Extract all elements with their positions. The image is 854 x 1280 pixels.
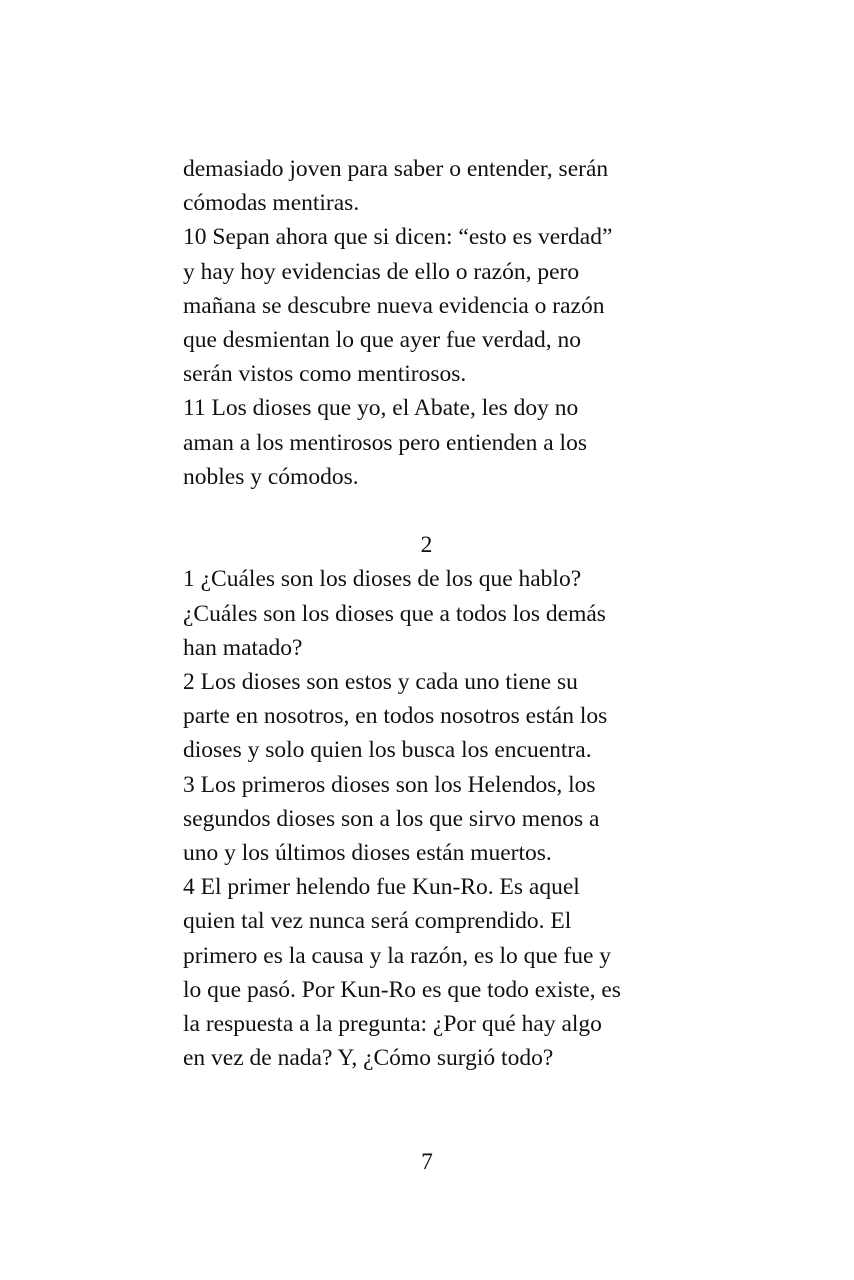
- text-line: quien tal vez nunca será comprendido. El: [183, 908, 572, 935]
- text-line: dioses y solo quien los busca los encuentra.: [183, 737, 592, 764]
- page-body: [183, 152, 673, 1075]
- text-line: 10 Sepan ahora que si dicen: “esto es verdad”: [183, 224, 613, 251]
- text-line: 3 Los primeros dioses son los Helendos, los: [183, 771, 596, 798]
- text-line: y hay hoy evidencias de ello o razón, pero: [183, 258, 580, 285]
- text-line: aman a los mentirosos pero entienden a los: [183, 429, 587, 456]
- text-line: 4 El primer helendo fue Kun-Ro. Es aquel: [183, 874, 580, 901]
- text-line: ¿Cuáles son los dioses que a todos los demás: [183, 600, 606, 627]
- text-line: lo que pasó. Por Kun-Ro es que todo existe, es: [183, 976, 621, 1003]
- text-line: cómodas mentiras.: [183, 190, 360, 217]
- text-line: nobles y cómodos.: [183, 463, 359, 490]
- text-line: demasiado joven para saber o entender, serán: [183, 156, 609, 182]
- text-line: que desmientan lo que ayer fue verdad, no: [183, 327, 582, 354]
- text-line: 1 ¿Cuáles son los dioses de los que hablo?: [183, 566, 582, 593]
- text-line: la respuesta a la pregunta: ¿Por qué hay algo: [183, 1011, 602, 1038]
- page-number: 7: [421, 1149, 433, 1175]
- text-line: 2 Los dioses son estos y cada uno tiene su: [183, 669, 578, 696]
- text-line: mañana se descubre nueva evidencia o razón: [183, 292, 605, 319]
- text-line: primero es la causa y la razón, es lo que fue y: [183, 942, 612, 969]
- paragraph-gap: [183, 494, 673, 528]
- text-line: serán vistos como mentirosos.: [183, 361, 467, 388]
- text-line: parte en nosotros, en todos nosotros están los: [183, 703, 608, 730]
- text-line: en vez de nada? Y, ¿Cómo surgió todo?: [183, 1045, 554, 1072]
- text-line: han matado?: [183, 634, 303, 661]
- chapter-number: 2: [420, 532, 433, 559]
- text-line: uno y los últimos dioses están muertos.: [183, 840, 552, 867]
- text-line: segundos dioses son a los que sirvo menos a: [183, 805, 600, 832]
- text-line: 11 Los dioses que yo, el Abate, les doy no: [183, 395, 579, 422]
